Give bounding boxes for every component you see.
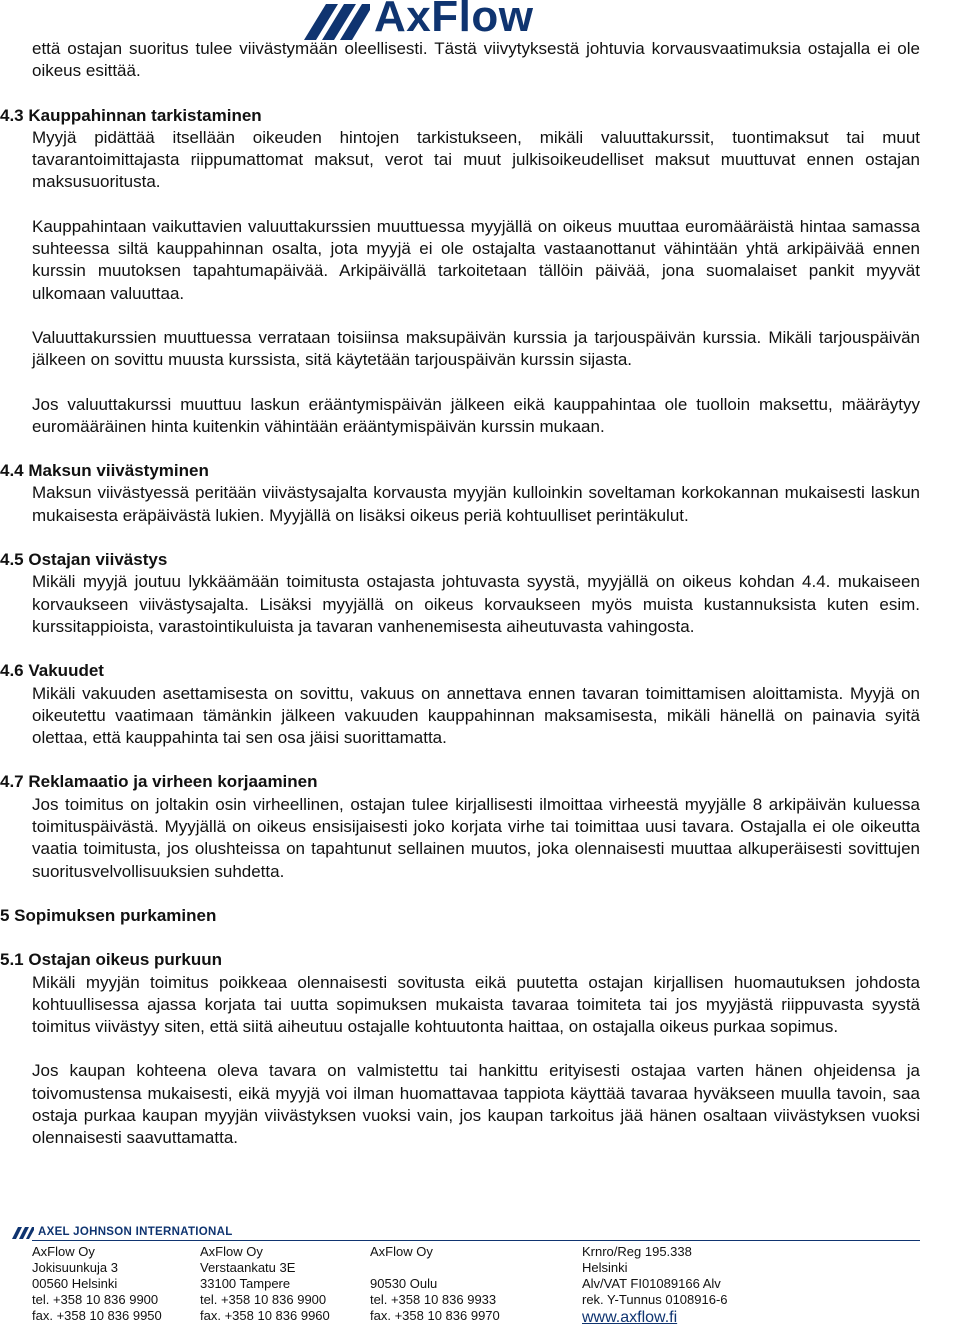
section-4-6-heading (0, 660, 920, 682)
axflow-logo (304, 0, 560, 40)
footer-line: tel. +358 10 836 9900 (32, 1292, 159, 1307)
footer-line: tel. +358 10 836 9900 (200, 1292, 327, 1307)
section-4-5-heading (0, 549, 920, 571)
footer-line (370, 1260, 500, 1276)
footer-line: fax. +358 10 836 9950 (32, 1308, 162, 1323)
footer-column-helsinki (32, 1244, 162, 1324)
footer-column-oulu (370, 1244, 500, 1324)
footer-line: Krnro/Reg 195.338 (582, 1244, 692, 1259)
footer-line: fax. +358 10 836 9960 (200, 1308, 330, 1323)
footer-line: Jokisuunkuja 3 (32, 1260, 118, 1275)
axflow-logo-mark-icon (304, 0, 370, 40)
section-title: Ostajan viivästys (28, 550, 168, 570)
footer-brand-text: AXEL JOHNSON INTERNATIONAL (38, 1226, 233, 1238)
logo-text: AxFlow (374, 0, 534, 41)
section-4-3-paragraph-3: Valuuttakurssien muuttuessa verrataan toisiinsa maksupäivän kurssia ja tarjouspäivän kurssia. Mikäli tarjouspäivän jälkeen on sovittu muusta kurssista, sitä käytetään tarjouspäivän kurssin sijasta. (32, 327, 920, 370)
section-5-1-heading (0, 949, 920, 971)
section-4-3-paragraph-2: Kauppahintaan vaikuttavien valuuttakurssien muuttuessa myyjällä on oikeus muuttaa euromääräistä hintaa samassa suhteessa siltä kauppahinnan osalta, jota myyjä ei ole ostajalta vastaanottanut vähintään yhtä arkipäivää ennen kurssin muutoksen tapahtumapäivää. Arkipäivällä tarkoitetaan tällöin päivää, jona suomalaiset pankit myyvät ulkomaan valuuttaa. (32, 216, 920, 303)
footer-line: Verstaankatu 3E (200, 1260, 296, 1275)
section-4-3-heading (0, 105, 920, 127)
intro-paragraph: että ostajan suoritus tulee viivästymään oleellisesti. Tästä viivytyksestä johtuvia korvausvaatimuksia ostajalla ei ole oikeus esittää. (32, 39, 920, 81)
section-4-7-heading (0, 771, 920, 793)
section-number: 4.4 (0, 461, 24, 481)
section-title: Vakuudet (28, 661, 104, 681)
section-title: Ostajan oikeus purkuun (28, 950, 223, 970)
section-title: Reklamaatio ja virheen korjaaminen (28, 772, 318, 792)
footer-line: 90530 Oulu (370, 1276, 438, 1291)
footer-line: tel. +358 10 836 9933 (370, 1292, 497, 1307)
footer-line: 00560 Helsinki (32, 1276, 118, 1291)
footer-line: rek. Y-Tunnus 0108916-6 (582, 1292, 728, 1307)
section-4-6-paragraph-1: Mikäli vakuuden asettamisesta on sovittu, vakuus on annettava ennen tavaran toimittamisen aloittamista. Myyjä on oikeutettu vaatimaan tämänkin jälkeen vakuuden kauppahinnan maksamisesta, mikäli hänellä on painavia syitä olettaa, että kauppahinta tai sen osa jäisi suorittamatta. (32, 683, 920, 748)
section-title: Kauppahinnan tarkistaminen (28, 105, 262, 125)
section-5-heading: 5 Sopimuksen purkaminen (0, 905, 217, 925)
document-body (0, 38, 920, 1150)
section-5-1-paragraph-1: Mikäli myyjän toimitus poikkeaa olennaisesti sovitusta eikä puutetta ostajan kirjallisen huomautuksen johdosta kohtuullisessa ajassa korjata tai uutta sopimuksen mukaista tavaraa toimiteta tai jos myyjästä riippuvasta syystä toimitus viivästyy siten, että siitä aiheutuu ostajalle kohtuutonta haittaa, on ostajalla oikeus purkaa sopimus. (32, 972, 920, 1037)
footer-line: Alv/VAT FI01089166 Alv (582, 1276, 721, 1291)
section-number: 5.1 (0, 950, 24, 970)
footer-divider (32, 1240, 920, 1241)
footer-line: fax. +358 10 836 9970 (370, 1308, 500, 1323)
footer-column-tampere (200, 1244, 330, 1324)
section-number: 4.7 (0, 772, 24, 792)
section-4-4-paragraph-1: Maksun viivästyessä peritään viivästysajalta korvausta myyjän kulloinkin soveltaman korkokannan mukaisesti laskun mukaisesta eräpäivästä lukien. Myyjällä on lisäksi oikeus periä kohtuulliset perintäkulut. (32, 483, 920, 525)
section-number: 4.3 (0, 105, 24, 125)
footer-line: AxFlow Oy (32, 1244, 95, 1259)
section-4-3-paragraph-1: Myyjä pidättää itsellään oikeuden hintojen tarkistukseen, mikäli valuuttakurssit, tuontimaksut tai muut tavarantoimittajasta riippumattomat maksut, verot tai muut julkisoikeudelliset maksut muuttuvat ennen ostajan maksusuoritusta. (32, 127, 920, 192)
section-4-5-paragraph-1: Mikäli myyjä joutuu lykkäämään toimitusta ostajasta johtuvasta syystä, myyjällä on oikeus kohdan 4.4. mukaiseen korvaukseen viivästysajalta. Lisäksi myyjällä on oikeus korvaukseen myös muista kustannuksista kuten esim. kurssitappioista, varastointikuluista ja tavaran vanhenemisesta aiheutuvasta vahingosta. (32, 572, 920, 636)
footer-column-registration (582, 1244, 728, 1328)
section-4-4-heading (0, 460, 920, 482)
section-number: 4.5 (0, 550, 24, 570)
website-link[interactable]: www.axflow.fi (582, 1309, 678, 1326)
section-5-1-paragraph-2: Jos kaupan kohteena oleva tavara on valmistettu tai hankittu erityisesti ostajaa varten hänen ohjeidensa ja toivomustensa mukaisesti, eikä myyjä voi ilman huomattavaa tappiota käyttää tavaraa hyväkseen muulla tavoin, saa ostaja purkaa kaupan myyjän viivästyksen vuoksi vain, jos kaupan tarkoitus jää hänen osaltaan viivästyksen vuoksi olennaisesti saavuttamatta. (32, 1061, 920, 1148)
section-4-7-paragraph-1: Jos toimitus on joltakin osin virheellinen, ostajan tulee kirjallisesti ilmoittaa virheestä myyjälle 8 arkipäivän kuluessa toimituspäivästä. Myyjällä on oikeus ensisijaisesti joko korjata virhe tai toimittaa uusi tavara. Ostajalla ei ole oikeutta vaatia toimitusta, jos olushteissa on tapahtunut sellainen muutos, joka olennaisesti muuttaa alkuperäisesti sovittujen suoritusvelvollisuuksien suhdetta. (32, 794, 920, 881)
footer-line: AxFlow Oy (200, 1244, 263, 1259)
footer-line: 33100 Tampere (200, 1276, 291, 1291)
footer-line: Helsinki (582, 1260, 628, 1275)
section-4-3-paragraph-4: Jos valuuttakurssi muuttuu laskun erääntymispäivän jälkeen eikä kauppahintaa ole tuolloin maksettu, määräytyy euromääräinen hinta kuitenkin vähintään erääntymispäivän kurssin mukaan. (32, 394, 920, 436)
section-title: Maksun viivästyminen (28, 461, 209, 481)
axel-johnson-logo-icon (12, 1227, 34, 1239)
footer-line: AxFlow Oy (370, 1244, 433, 1259)
section-number: 4.6 (0, 661, 24, 681)
